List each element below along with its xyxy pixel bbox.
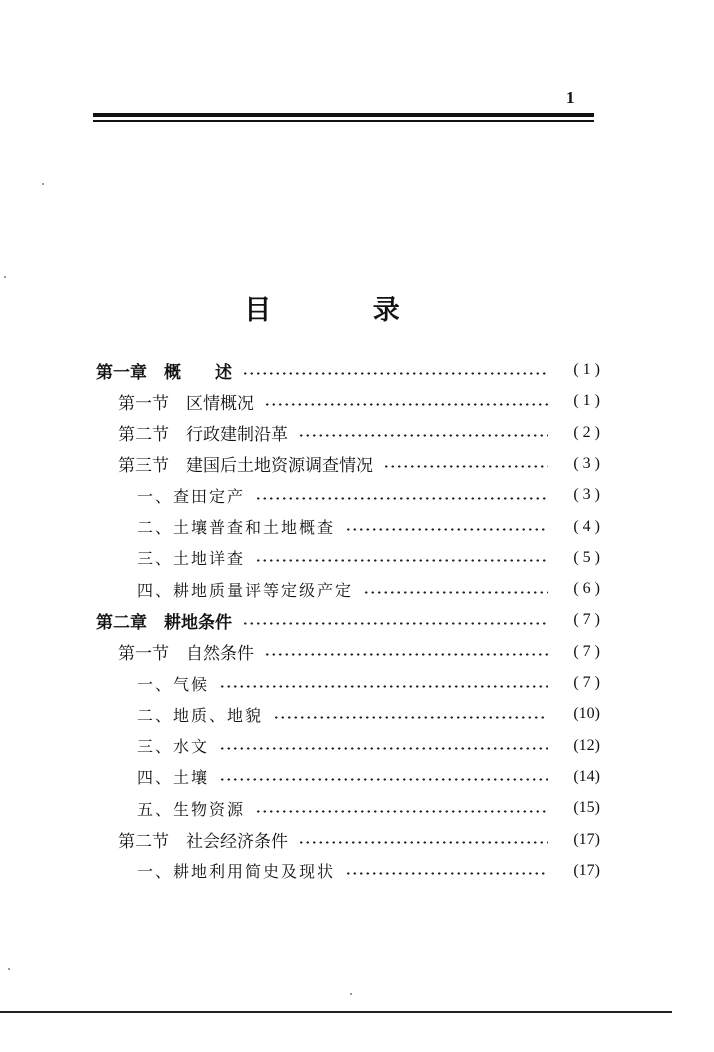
toc-entry-page: ( 7 )	[573, 611, 600, 629]
toc-dot-leader	[255, 559, 548, 562]
toc-entry-label: 四、土壤	[137, 768, 210, 788]
toc-entry-chapter	[96, 606, 600, 634]
toc-entry-section	[118, 826, 600, 854]
toc-entry-page: ( 5 )	[573, 548, 600, 566]
toc-dot-leader	[219, 778, 548, 781]
toc-dot-leader	[264, 403, 548, 406]
page-number: 1	[566, 88, 575, 107]
toc-dot-leader	[345, 872, 548, 875]
toc-entry-page: ( 6 )	[573, 580, 600, 598]
toc-dot-leader	[298, 841, 548, 844]
toc-entry-item	[137, 794, 600, 822]
toc-dot-leader	[264, 653, 548, 656]
scan-speck	[8, 968, 10, 970]
toc-entry-label: 一、查田定产	[137, 486, 246, 506]
toc-dot-leader	[219, 685, 548, 688]
scan-speck	[42, 183, 44, 185]
toc-entry-label: 三、土地详查	[137, 549, 246, 569]
toc-entry-page: (17)	[573, 830, 600, 848]
toc-entry-item	[137, 700, 600, 728]
toc-entry-page: ( 2 )	[573, 423, 600, 441]
toc-entry-page: ( 3 )	[573, 454, 600, 472]
toc-entry-page: (14)	[573, 767, 600, 785]
toc-entry-page: ( 7 )	[573, 674, 600, 691]
toc-entry-item	[137, 763, 600, 791]
toc-entry-page: ( 1 )	[573, 392, 600, 410]
toc-entry-label: 第二节 社会经济条件	[118, 832, 288, 852]
toc-dot-leader	[273, 716, 548, 719]
toc-entry-label: 二、土壤普查和土地概查	[137, 518, 336, 537]
toc-dot-leader	[255, 810, 548, 813]
toc-dot-leader	[345, 528, 548, 531]
toc-entry-label: 第一章 概 述	[96, 362, 232, 383]
toc-entry-label: 一、气候	[137, 674, 210, 694]
toc-entry-item	[137, 732, 600, 760]
header-rule-thin	[93, 120, 594, 122]
toc-entry-section	[118, 419, 600, 447]
toc-entry-item	[137, 544, 600, 572]
toc-entry-page: (10)	[573, 705, 600, 723]
toc-entry-label: 第三节 建国后土地资源调查情况	[118, 456, 373, 477]
toc-dot-leader	[219, 747, 548, 750]
toc-entry-section	[118, 450, 600, 478]
toc-title: 目 录	[244, 295, 446, 326]
toc-dot-leader	[363, 591, 548, 594]
toc-entry-item	[137, 857, 600, 885]
toc-entry-section	[118, 638, 600, 666]
toc-entry-label: 第一节 自然条件	[118, 644, 254, 665]
toc-entry-page: ( 4 )	[573, 517, 600, 535]
toc-dot-leader	[242, 372, 548, 375]
toc-entry-label: 三、水文	[137, 737, 210, 757]
toc-entry-label: 一、耕地利用简史及现状	[137, 862, 336, 882]
toc-entry-label: 五、生物资源	[137, 799, 246, 819]
toc-dot-leader	[255, 497, 548, 500]
toc-entry-item	[137, 575, 600, 603]
scan-speck	[350, 993, 352, 995]
header-rule-thick	[93, 113, 594, 117]
toc-entry-page: (15)	[573, 799, 600, 817]
toc-entry-label: 第一节 区情概况	[118, 393, 254, 414]
toc-entry-page: (17)	[573, 861, 600, 879]
toc-entry-chapter	[96, 356, 600, 384]
toc-entry-page: ( 1 )	[573, 361, 600, 378]
toc-entry-page: (12)	[573, 736, 600, 754]
toc-entry-item	[137, 513, 600, 541]
toc-entry-label: 第二章 耕地条件	[96, 612, 232, 633]
toc-entry-section	[118, 387, 600, 415]
toc-entry-label: 四、耕地质量评等定级产定	[137, 580, 354, 600]
scan-speck	[4, 276, 6, 278]
toc-entry-label: 第二节 行政建制沿革	[118, 425, 288, 446]
toc-entry-page: ( 3 )	[573, 486, 600, 504]
toc-dot-leader	[383, 465, 548, 468]
toc-entry-label: 二、地质、地貌	[137, 705, 264, 725]
footer-rule	[0, 1011, 672, 1013]
toc-dot-leader	[298, 434, 548, 437]
toc-entry-item	[137, 669, 600, 697]
toc-entry-page: ( 7 )	[573, 642, 600, 660]
toc-dot-leader	[242, 622, 548, 625]
toc-entry-item	[137, 481, 600, 509]
